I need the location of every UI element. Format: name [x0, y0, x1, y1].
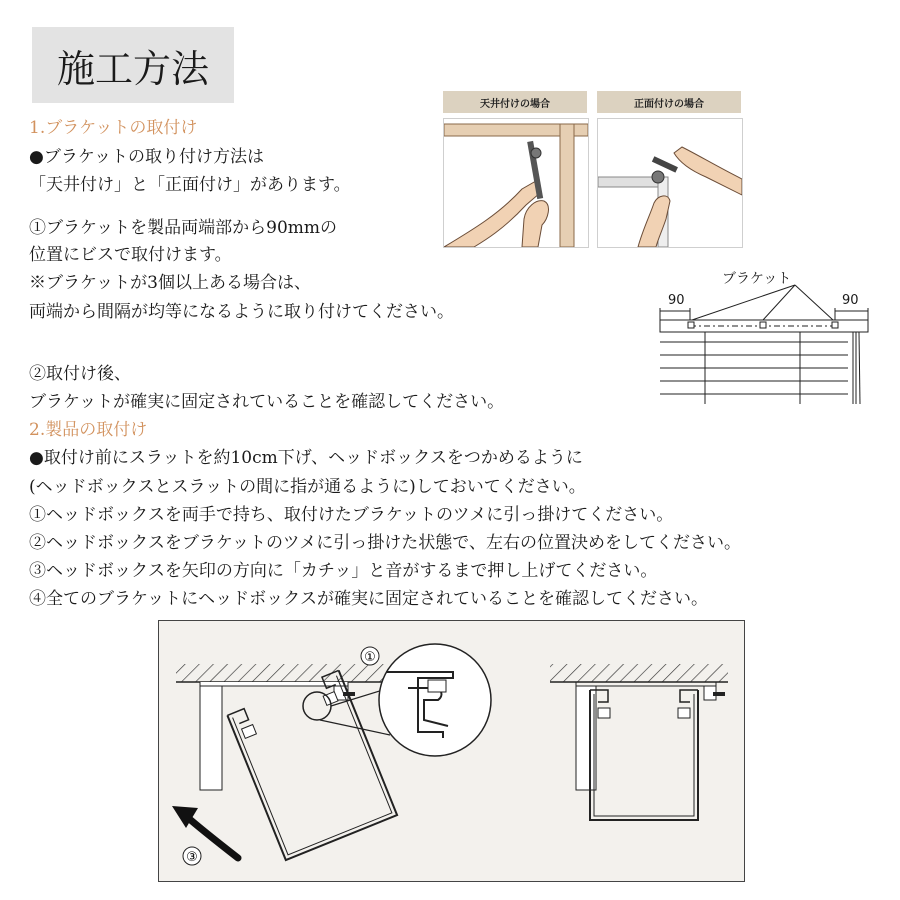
section2-line: ②ヘッドボックスをブラケットのツメに引っ掛けた状態で、左右の位置決めをしてください。	[29, 533, 741, 553]
section2-line: ●取付け前にスラットを約10cm下げ、ヘッドボックスをつかめるように	[29, 448, 583, 468]
right-dimension: 90	[842, 293, 859, 308]
front-mount-illustration	[597, 118, 743, 248]
section1-line: 両端から間隔が均等になるように取り付けてください。	[29, 302, 454, 322]
section1-line: 「天井付け」と「正面付け」があります。	[29, 175, 351, 195]
section1-line: ※ブラケットが3個以上ある場合は、	[29, 273, 311, 293]
bracket-label: ブラケット	[722, 271, 792, 287]
section1-line: ①ブラケットを製品両端部から90mmの	[29, 218, 338, 238]
page-title: 施工方法	[32, 27, 234, 103]
section2-line: ③ヘッドボックスを矢印の方向に「カチッ」と音がするまで押し上げてください。	[29, 561, 658, 581]
section1-heading: 1.ブラケットの取付け	[29, 118, 198, 138]
left-dimension: 90	[668, 293, 685, 308]
headbox-installation-diagram	[158, 620, 745, 882]
section2-line: ①ヘッドボックスを両手で持ち、取付けたブラケットのツメに引っ掛けてください。	[29, 505, 674, 525]
section2-line: (ヘッドボックスとスラットの間に指が通るように)しておいてください。	[29, 477, 586, 497]
front-mount-label: 正面付けの場合	[597, 91, 741, 113]
section1-line: ②取付け後、	[29, 364, 131, 384]
section2-heading: 2.製品の取付け	[29, 420, 148, 440]
section1-line: ブラケットが確実に固定されていることを確認してください。	[29, 392, 505, 412]
section1-line: ●ブラケットの取り付け方法は	[29, 147, 264, 167]
section1-line: 位置にビスで取付けます。	[29, 245, 232, 265]
bracket-position-diagram	[650, 280, 880, 410]
step3-marker: ③	[186, 850, 198, 865]
ceiling-mount-label: 天井付けの場合	[443, 91, 587, 113]
section2-line: ④全てのブラケットにヘッドボックスが確実に固定されていることを確認してください。	[29, 589, 708, 609]
step1-marker: ①	[364, 650, 376, 665]
ceiling-mount-illustration	[443, 118, 589, 248]
